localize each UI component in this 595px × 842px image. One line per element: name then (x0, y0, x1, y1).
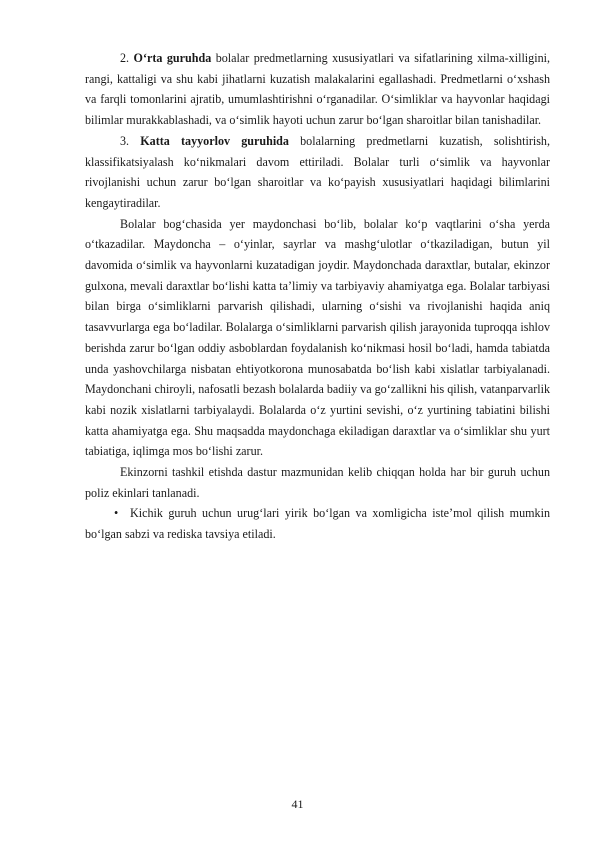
page-number: 41 (291, 797, 304, 811)
paragraph-middle-group (85, 48, 550, 131)
bullet-item (85, 503, 550, 544)
paragraph-playground (85, 214, 550, 462)
paragraph-heading: Katta tayyorlov guruhida (140, 133, 289, 148)
paragraph-number: 3. (120, 133, 130, 148)
paragraph-text: bolalarning predmetlarni kuzatish, solishtirish, klassifikatsiyalash ko‘nikmalari davom ettiriladi. Bolalar turli o‘simlik va hayvonlar rivojlanishi uchun zarur bo‘lgan sharoitlar va ko‘payish xususiyatlari haqidagi bilimlarini kengaytiradilar. (85, 133, 550, 210)
paragraph-heading: O‘rta guruhda (133, 51, 212, 65)
paragraph-garden (85, 462, 550, 503)
paragraph-text: Ekinzorni tashkil etishda dastur mazmunidan kelib chiqqan holda har bir guruh uchun poliz ekinlari tanlanadi. (85, 465, 550, 500)
bullet-text: Kichik guruh uchun urug‘lari yirik bo‘lgan va xomligicha iste’mol qilish mumkin bo‘lgan sabzi va rediska tavsiya etiladi. (85, 506, 550, 542)
document-body (85, 48, 550, 545)
paragraph-text: Bolalar bog‘chasida yer maydonchasi bo‘lib, bolalar ko‘p vaqtlarini o‘sha yerda o‘tkazadilar. Maydoncha – o‘yinlar, sayrlar va mashg‘ulotlar o‘tkaziladigan, butun yil davomida o‘simlik va hayvonlarni kuzatadigan joydir. Maydonchada daraxtlar, butalar, ekinzor gulxona, mevali daraxtlar bo‘lishi katta ta’limiy va tarbiyaviy ahamiyatga ega. Bolalar tarbiyasi bilan birga o‘simliklarni parvarish qilishadi, ularning o‘sishi va rivojlanishi haqida aniq tasavvurlarga ega bo‘ladilar. Bolalarga o‘simliklarni parvarish qilish jarayonida tuproqqa ishlov berishda zarur bo‘lgan oddiy asboblardan foydalanish ko‘nikmasi hosil bo‘ladi, hamda tabiatda unda yashovchilarga nisbatan ehtiyotkorona munosabatda bo‘lish kabi xislatlar tarbiyalanadi. Maydonchani chiroyli, nafosatli bezash bolalarda badiiy va go‘zallikni his qilish, vatanparvarlik kabi nozik xislatlarni tarbiyalaydi. Bolalarda o‘z yurtini sevishi, o‘z yurtining tabiatini bilishi katta ahamiyatga ega. Shu maqsadda maydonchaga ekiladigan daraxtlar va o‘simliklar shu yurt tabiatiga, iqlimga mos bo‘lishi zarur. (85, 216, 550, 459)
paragraph-text: bolalar predmetlarning xususiyatlari va sifatlarining xilma-xilligini, rangi, kattaligi va shu kabi jihatlarni kuzatish malakalarini egallashadi. Predmetlarni o‘xshash va farqli tomonlarini ajratib, umumlashtirishni o‘rganadilar. O‘simliklar va hayvonlar haqidagi bilimlar murakkablashadi, va o‘simlik hayoti uchun zarur bo‘lgan sharoitlar bilan tanishadilar. (85, 51, 550, 128)
paragraph-senior-group (85, 131, 550, 214)
bullet-marker: • (114, 506, 119, 521)
paragraph-number: 2. (120, 51, 130, 65)
